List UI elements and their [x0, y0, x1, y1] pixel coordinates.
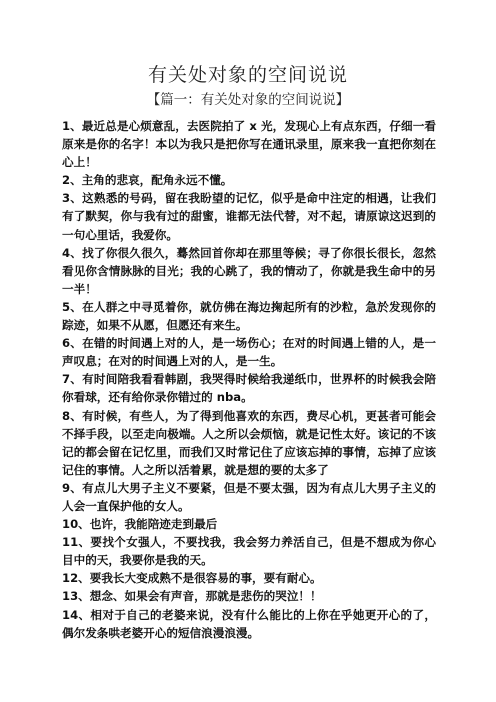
- section-heading: 【篇一：有关处对象的空间说说】: [146, 92, 350, 108]
- list-item: 14、相对于自己的老婆来说，没有什么能比的上你在乎她更开心的了，偶尔发条哄老婆开心的短信浪漫浪漫。: [62, 607, 436, 640]
- page-title: 有关处对象的空间说说: [147, 64, 348, 86]
- list-item: 12、要我长大变成熟不是很容易的事，要有耐心。: [62, 571, 322, 586]
- list-item: 5、在人群之中寻觅着你，就仿佛在海边掬起所有的沙粒，急於发现你的踪迹，如果不从愿，但愿还有来生。: [62, 299, 436, 333]
- document-body: [62, 117, 436, 642]
- list-item: 11、要找个女强人，不要找我，我会努力养活自己，但是不想成为你心目中的天，我要你是我的天。: [62, 535, 436, 568]
- list-item: 9、有点儿大男子主义不要紧，但是不要太强，因为有点儿大男子主义的人会一直保护他的女人。: [62, 480, 436, 513]
- list-item: 3、这熟悉的号码，留在我盼望的记忆，似乎是命中注定的相遇，让我们有了默契，你与我有过的甜蜜，谁都无法代替，对不起，请原谅这迟到的一句心里话，我爱你。: [62, 191, 436, 242]
- list-item: 13、想念、如果会有声音，那就是悲伤的哭泣！！: [62, 589, 322, 604]
- list-item: 10、也许，我能陪迹走到最后: [62, 517, 218, 532]
- list-item: 6、在错的时间遇上对的人，是一场伤心；在对的时间遇上错的人，是一声叹息；在对的时间遇上对的人，是一生。: [62, 336, 436, 369]
- list-item: 1、最近总是心烦意乱，去医院拍了 x 光，发现心上有点东西，仔细一看原来是你的名字！本以为我只是把你写在通讯录里，原来我一直把你刻在心上！: [62, 119, 436, 170]
- list-item: 7、有时间陪我看看韩剧，我哭得时候给我递纸巾，世界杯的时候我会陪你看球，还有给你录你错过的 nba。: [62, 372, 436, 405]
- list-item: 2、主角的悲哀，配角永远不懂。: [62, 173, 233, 188]
- list-item: 4、找了你很久很久，蓦然回首你却在那里等候；寻了你很长很长，忽然看见你含情脉脉的目光；我的心跳了，我的情动了，你就是我生命中的另一半！: [62, 245, 436, 296]
- list-item: 8、有时候，有些人，为了得到他喜欢的东西，费尽心机，更甚者可能会不择手段，以至走向极端。人之所以会烦恼，就是记性太好。该记的不该记的都会留在记忆里，而我们又时常记住了应该忘掉的事情，忘掉了应该记住的事情。人之所以活着累，就是想的要的太多了: [62, 408, 436, 477]
